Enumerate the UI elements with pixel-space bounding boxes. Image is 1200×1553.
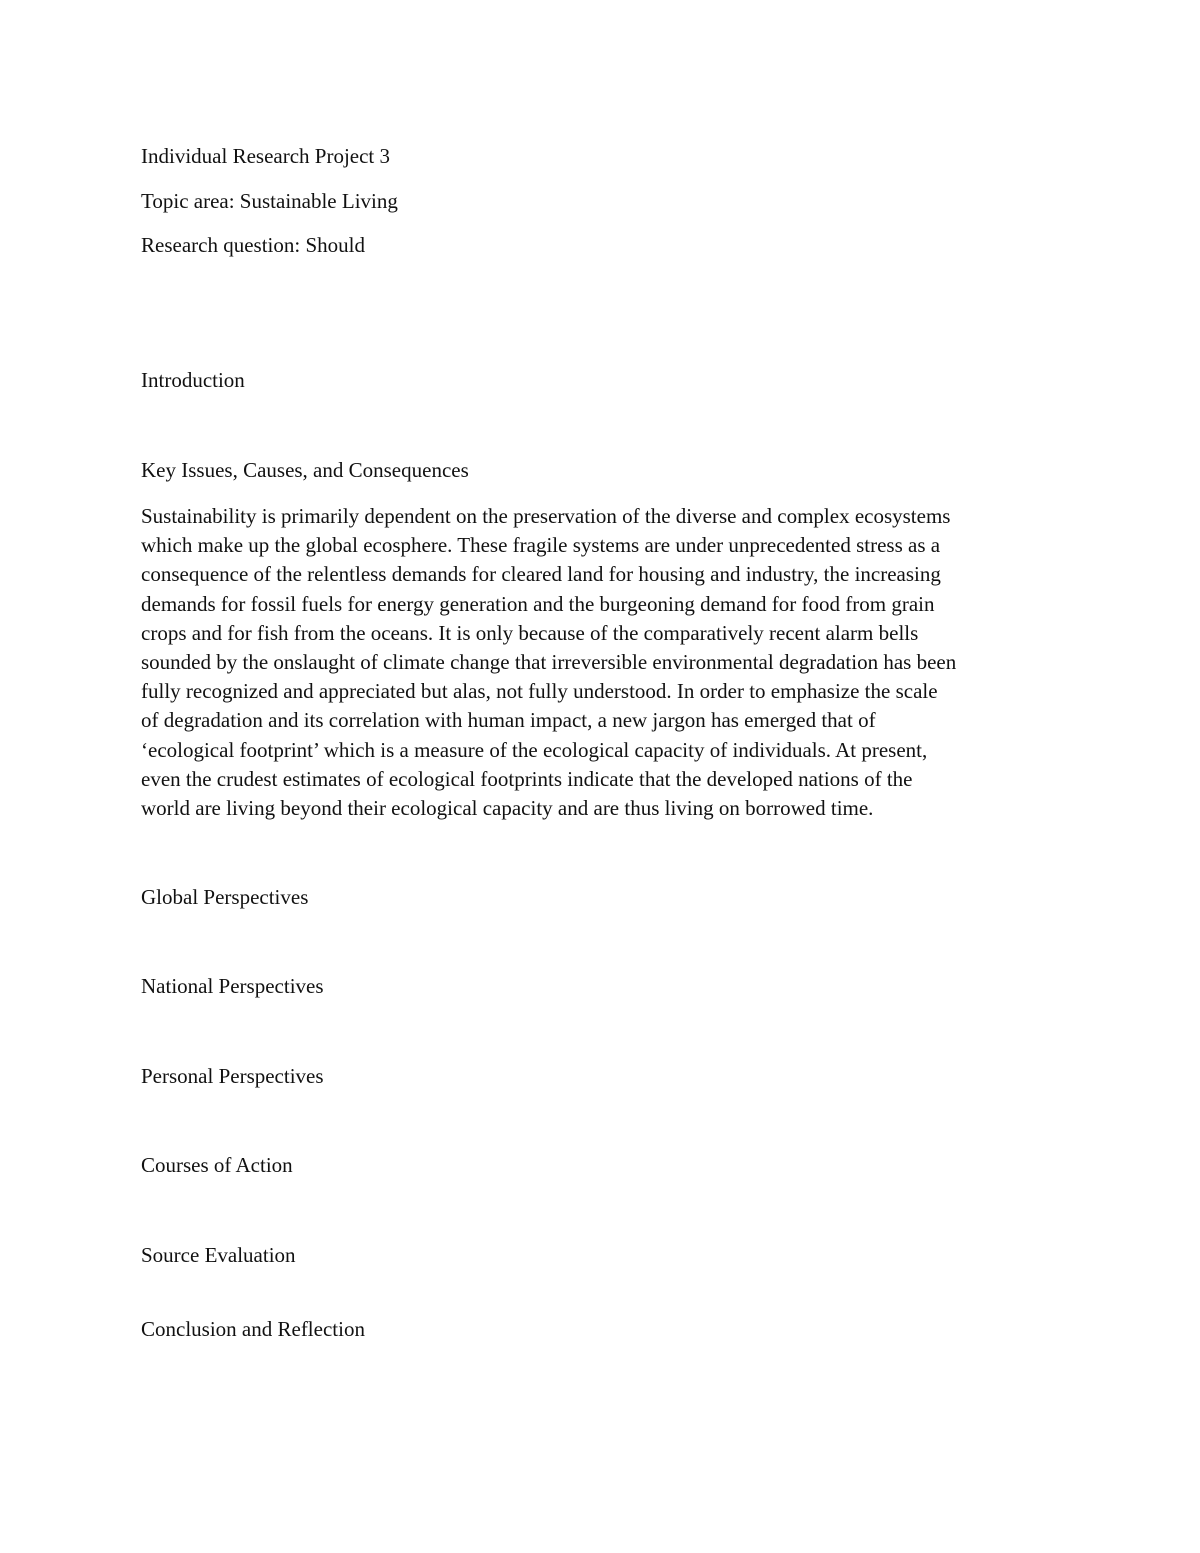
research-question: Research question: Should [141, 233, 365, 257]
heading-conclusion: Conclusion and Reflection [141, 1317, 365, 1341]
heading-source-evaluation: Source Evaluation [141, 1243, 296, 1267]
document-title: Individual Research Project 3 [141, 144, 391, 168]
heading-global-perspectives: Global Perspectives [141, 885, 309, 909]
paragraph-line: which make up the global ecosphere. These fragile systems are under unprecedented stress as a [141, 533, 941, 558]
topic-area: Topic area: Sustainable Living [141, 189, 398, 213]
paragraph-line: of degradation and its correlation with human impact, a new jargon has emerged that of [141, 708, 876, 733]
heading-key-issues: Key Issues, Causes, and Consequences [141, 458, 469, 482]
heading-courses-of-action: Courses of Action [141, 1153, 293, 1177]
paragraph-line: fully recognized and appreciated but alas, not fully understood. In order to emphasize the scale [141, 679, 938, 704]
paragraph-line: world are living beyond their ecological capacity and are thus living on borrowed time. [141, 796, 874, 821]
paragraph-line: Sustainability is primarily dependent on the preservation of the diverse and complex ecosystems [141, 504, 951, 528]
paragraph-line: ‘ecological footprint’ which is a measure of the ecological capacity of individuals. At present, [141, 737, 928, 762]
paragraph-line: crops and for fish from the oceans. It is only because of the comparatively recent alarm bells [141, 620, 919, 645]
key-issues-paragraph [141, 502, 1071, 823]
paragraph-line: sounded by the onslaught of climate change that irreversible environmental degradation has been [141, 650, 957, 675]
paragraph-line: consequence of the relentless demands for cleared land for housing and industry, the increasing [141, 562, 941, 587]
heading-introduction: Introduction [141, 368, 245, 392]
paragraph-line: even the crudest estimates of ecological footprints indicate that the developed nations of the [141, 766, 913, 791]
paragraph-line: demands for fossil fuels for energy generation and the burgeoning demand for food from grain [141, 591, 935, 616]
heading-national-perspectives: National Perspectives [141, 974, 324, 998]
heading-personal-perspectives: Personal Perspectives [141, 1064, 324, 1088]
